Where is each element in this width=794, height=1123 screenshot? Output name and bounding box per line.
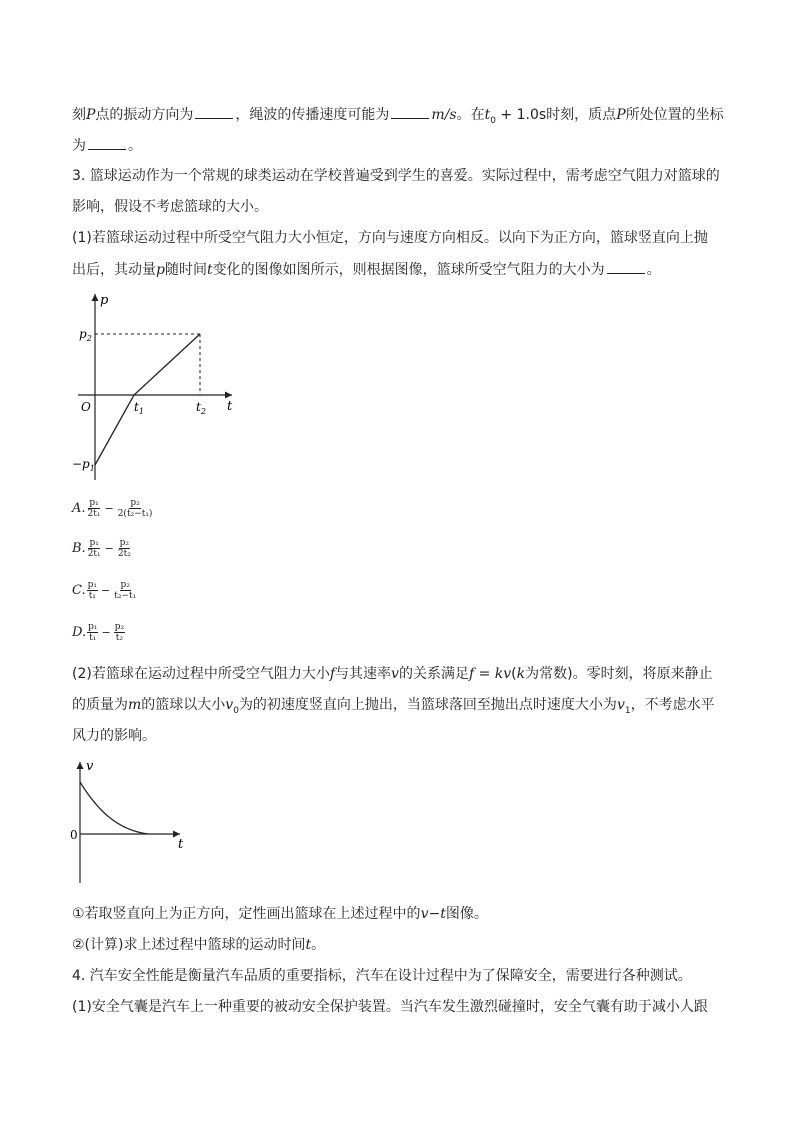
sub-question-2 (72, 935, 325, 955)
math-var: t (305, 937, 312, 953)
fraction (87, 498, 102, 519)
text: 随时间 (164, 262, 207, 278)
question-4-line-2: (1)安全气囊是汽车上一种重要的被动安全保护装置。当汽车发生激烈碰撞时，安全气囊有助于减小人跟 (72, 999, 708, 1015)
x-axis-label: t (227, 399, 233, 414)
text: 所处位置的坐标 (625, 107, 724, 123)
text: 出后，其动量 (72, 262, 156, 278)
numerator: p₂ (130, 498, 140, 508)
p2-label-sub: 2 (86, 334, 92, 343)
answer-blank[interactable] (88, 135, 126, 150)
text: 。 (311, 937, 326, 953)
question-3-line-1: 3. 篮球运动作为一个常规的球类运动在学校普遍受到学生的喜爱。实际过程中，需考虑空气阻力对篮球的 (72, 168, 720, 184)
momentum-time-graph (70, 290, 250, 490)
t2-label (196, 400, 206, 416)
t2-label-main: t (196, 400, 201, 414)
denominator: t₂−t₁ (114, 591, 137, 601)
question-3-part-2-line-2 (72, 695, 715, 721)
fraction (117, 498, 154, 519)
denominator: 2t₂ (117, 549, 131, 559)
p2-label (79, 327, 92, 343)
option-a[interactable] (72, 498, 154, 519)
math-sub: 0 (233, 705, 239, 716)
neg-p1-label (72, 457, 95, 473)
math-var: m (128, 697, 142, 713)
numerator: p₂ (119, 538, 130, 548)
minus-sign: − (104, 542, 114, 555)
text: 。 (128, 138, 142, 154)
numerator: p₁ (89, 498, 99, 508)
math-sub: 1 (624, 705, 631, 716)
text: ①若取竖直向上为正方向，定性画出篮球在上述过程中的 (72, 906, 421, 922)
denominator: 2(t₂−t₁) (117, 509, 153, 519)
text: ②(计算)求上述过程中篮球的运动时间 (72, 937, 306, 953)
option-letter: B. (72, 541, 86, 556)
option-letter: D. (72, 625, 87, 640)
neg-p1-label-main: −p (72, 457, 90, 471)
text: 的质量为 (72, 697, 128, 713)
question-3-line-2: 影响，假设不考虑篮球的大小。 (72, 199, 268, 215)
velocity-curve (80, 782, 148, 834)
velocity-time-graph (66, 758, 196, 888)
option-b[interactable] (72, 538, 133, 559)
fraction (87, 622, 98, 643)
text: 刻 (72, 107, 86, 123)
math-var: P (86, 107, 96, 123)
math-unit: m/s (431, 107, 457, 123)
x-axis-label: t (178, 837, 184, 852)
y-axis-label: v (86, 759, 94, 774)
text: 为 (72, 138, 86, 154)
text: + 1.0s时刻，质点 (495, 107, 617, 123)
denominator: 2t₁ (87, 549, 101, 559)
option-letter: C. (72, 583, 86, 598)
math-var: k (516, 666, 526, 682)
sub-question-1 (72, 904, 488, 924)
denominator: 2t₁ (87, 509, 101, 519)
math-var: v (225, 697, 234, 713)
momentum-curve (95, 334, 200, 465)
text: ，不考虑水平 (630, 697, 715, 713)
text: 图像。 (445, 906, 488, 922)
math-var: v (391, 666, 399, 682)
math-expr: v−t (420, 906, 446, 922)
fraction (113, 580, 137, 601)
minus-sign: − (101, 626, 111, 639)
question-3-part-2-line-3: 风力的影响。 (72, 728, 156, 744)
text: 为常数)。零时刻，将原来静止 (525, 666, 713, 682)
t1-label-main: t (134, 400, 139, 414)
fraction (114, 622, 125, 643)
option-d[interactable] (72, 622, 126, 643)
text: 的篮球以大小 (141, 697, 226, 713)
answer-blank[interactable] (391, 104, 429, 119)
math-equation: f = kv (468, 666, 512, 682)
numerator: p₁ (89, 538, 99, 548)
fraction (87, 538, 102, 559)
denominator: t₁ (88, 591, 96, 601)
numerator: p₁ (87, 580, 97, 590)
p2-label-main: p (79, 327, 87, 341)
text: 。在 (456, 107, 485, 123)
text-line-1 (72, 104, 724, 131)
text: 的关系满足 (398, 666, 469, 682)
question-3-part-1-line-2 (72, 259, 661, 280)
text: 与其速率 (335, 666, 392, 682)
neg-p1-label-sub: 1 (89, 464, 95, 473)
answer-blank[interactable] (607, 259, 645, 274)
t1-label-sub: 1 (138, 407, 144, 416)
math-sub: 0 (490, 115, 496, 126)
origin-label: 0 (70, 828, 78, 842)
origin-label: O (81, 400, 91, 414)
denominator: t₂ (115, 633, 123, 643)
denominator: t₁ (89, 633, 97, 643)
math-var: P (616, 107, 626, 123)
y-axis-label: p (100, 293, 109, 308)
fraction (87, 580, 98, 601)
text: 点的振动方向为 (95, 107, 194, 123)
numerator: p₂ (114, 622, 125, 632)
text: 为的初速度竖直向上抛出，当篮球落回至抛出点时速度大小为 (238, 697, 617, 713)
text: ( (511, 666, 517, 682)
text: (2)若篮球在运动过程中所受空气阻力大小 (72, 666, 330, 682)
question-3-part-1-line-1: (1)若篮球运动过程中所受空气阻力大小恒定，方向与速度方向相反。以向下为正方向，篮球竖直向上抛 (72, 230, 708, 246)
t1-label (134, 400, 144, 416)
numerator: p₂ (120, 580, 130, 590)
text: 变化的图像如图所示，则根据图像，篮球所受空气阻力的大小为 (212, 262, 605, 278)
answer-blank[interactable] (195, 104, 233, 119)
math-var: t (484, 107, 491, 123)
fraction (117, 538, 132, 559)
option-letter: A. (72, 501, 86, 516)
math-var: t (206, 262, 213, 278)
text: 。 (646, 262, 661, 278)
text-line-2 (72, 135, 142, 156)
math-var: v (616, 697, 625, 713)
minus-sign: − (104, 502, 114, 515)
option-c[interactable] (72, 580, 138, 601)
math-var: f (329, 666, 336, 682)
minus-sign: − (101, 584, 111, 597)
text: ，绳波的传播速度可能为 (235, 107, 390, 123)
math-var: p (156, 262, 165, 278)
question-3-part-2-line-1 (72, 664, 713, 684)
question-4-line-1: 4. 汽车安全性能是衡量汽车品质的重要指标，汽车在设计过程中为了保障安全，需要进行各种测试。 (72, 968, 692, 984)
t2-label-sub: 2 (200, 407, 206, 416)
numerator: p₁ (88, 622, 98, 632)
